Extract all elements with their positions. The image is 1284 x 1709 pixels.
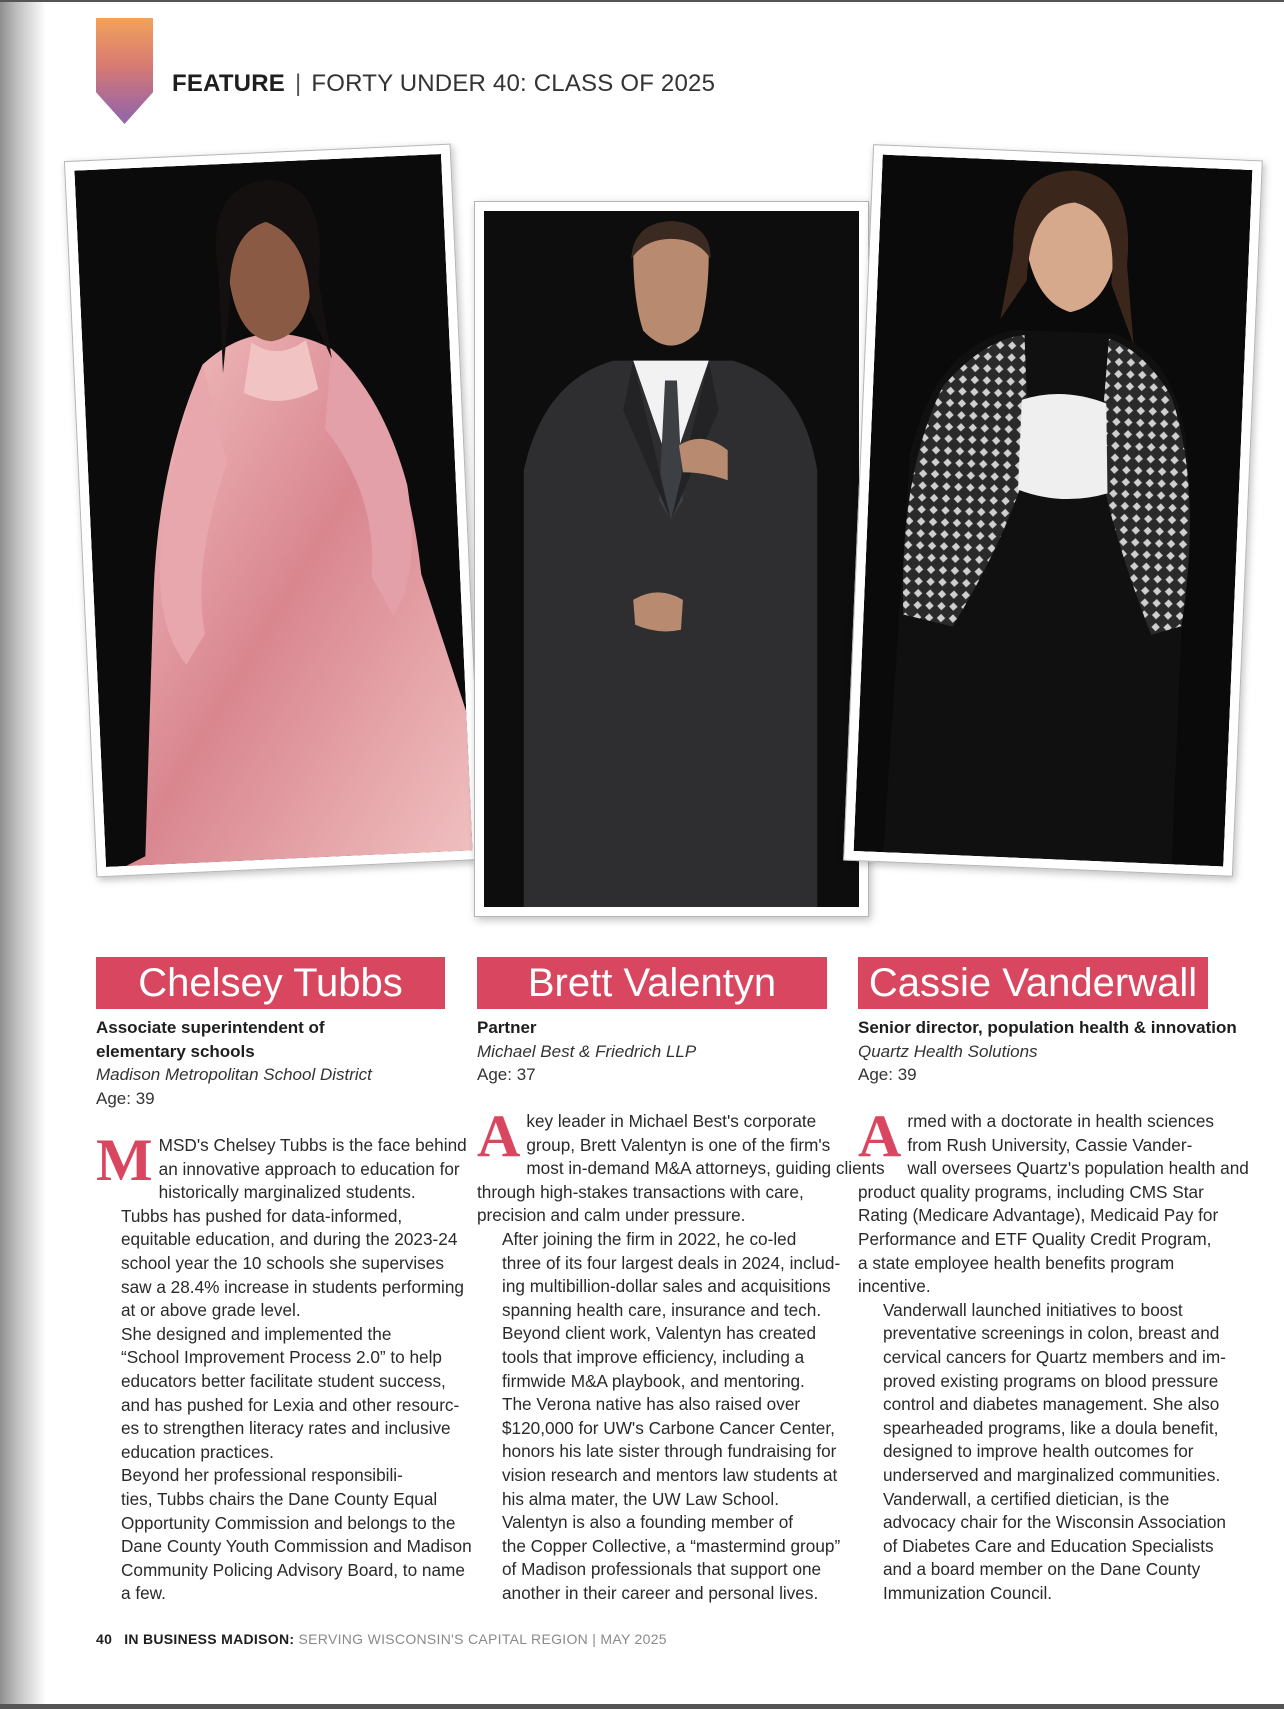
text-line: another in their career and personal lives.: [502, 1582, 819, 1603]
text-line: control and diabetes management. She also: [883, 1394, 1220, 1415]
text-line: of Diabetes Care and Education Specialists: [883, 1535, 1214, 1556]
text-line: a few.: [121, 1583, 166, 1604]
text-line: cervical cancers for Quartz members and im-: [883, 1346, 1226, 1367]
organization: Michael Best & Friedrich LLP: [477, 1041, 697, 1061]
article-body-chelsey-tubbs: [96, 1127, 472, 1606]
publication-name: IN BUSINESS MADISON:: [124, 1631, 295, 1647]
text-line: es to strengthen literacy rates and inclusive: [121, 1418, 451, 1439]
text-line: Valentyn is also a founding member of: [502, 1512, 794, 1533]
text-line: firmwide M&A playbook, and mentoring.: [502, 1370, 805, 1391]
age: Age: 39: [96, 1088, 155, 1108]
text-line: most in-demand M&A attorneys, guiding clients: [526, 1158, 885, 1179]
text-line: three of its four largest deals in 2024, includ-: [502, 1252, 841, 1273]
text-line: ties, Tubbs chairs the Dane County Equal: [121, 1488, 438, 1509]
job-title: Associate superintendent of: [96, 1018, 325, 1037]
article-paragraph: [96, 1464, 472, 1606]
text-line: product quality programs, including CMS Star: [858, 1181, 1204, 1202]
article-paragraph: [858, 1103, 1249, 1299]
text-line: vision research and mentors law students at: [502, 1464, 838, 1485]
age: Age: 37: [477, 1065, 536, 1084]
text-line: saw a 28.4% increase in students performing: [121, 1276, 464, 1297]
text-line: spanning health care, insurance and tech.: [502, 1299, 822, 1320]
portrait-illustration: [854, 155, 1253, 867]
article-paragraph: [858, 1488, 1226, 1606]
text-line: key leader in Michael Best's corporate: [526, 1111, 817, 1131]
article-paragraph: [96, 1323, 460, 1465]
article-paragraph: [477, 1393, 838, 1511]
header-separator: |: [294, 70, 302, 97]
text-line: Immunization Council.: [883, 1582, 1053, 1603]
text-line: ing multibillion-dollar sales and acquisitions: [502, 1276, 831, 1297]
text-line: advocacy chair for the Wisconsin Association: [883, 1512, 1226, 1533]
drop-cap: M: [96, 1127, 153, 1193]
article-body-cassie-vanderwall: [858, 1103, 1249, 1605]
article-paragraph: [477, 1511, 841, 1605]
portrait-photo-brett-valentyn: [474, 201, 869, 917]
text-line: historically marginalized students.: [158, 1182, 416, 1203]
text-line: educators better facilitate student success,: [121, 1370, 446, 1391]
text-line: spearheaded programs, like a doula benefit,: [883, 1417, 1219, 1438]
text-line: preventative screenings in colon, breast and: [883, 1323, 1220, 1344]
text-line: education practices.: [121, 1441, 274, 1462]
text-line: underserved and marginalized communities.: [883, 1464, 1221, 1485]
text-line: Opportunity Commission and belongs to the: [121, 1512, 456, 1533]
article-paragraph: [96, 1127, 467, 1205]
honoree-details-cassie-vanderwall: [858, 1016, 1237, 1087]
honoree-details-chelsey-tubbs: [96, 1016, 445, 1110]
text-line: incentive.: [858, 1276, 931, 1297]
text-line: a state employee health benefits program: [858, 1252, 1175, 1273]
section-header: [172, 70, 715, 98]
text-line: at or above grade level.: [121, 1300, 301, 1321]
job-title: Partner: [477, 1018, 537, 1037]
text-line: Community Policing Advisory Board, to name: [121, 1559, 465, 1580]
section-tab-ribbon: [96, 18, 153, 124]
text-line: MSD's Chelsey Tubbs is the face behind: [158, 1135, 467, 1155]
text-line: equitable education, and during the 2023-24: [121, 1229, 458, 1250]
article-body-brett-valentyn: [477, 1103, 885, 1605]
text-line: through high-stakes transactions with care,: [477, 1181, 804, 1202]
text-line: an innovative approach to education for: [158, 1158, 460, 1179]
series-title: FORTY UNDER 40: CLASS OF 2025: [311, 70, 716, 97]
article-paragraph: [858, 1299, 1226, 1488]
text-line: and a board member on the Dane County: [883, 1559, 1201, 1580]
honoree-details-brett-valentyn: [477, 1016, 827, 1087]
text-line: After joining the firm in 2022, he co-led: [502, 1228, 797, 1249]
text-line: Vanderwall launched initiatives to boost: [883, 1299, 1183, 1320]
text-line: Vanderwall, a certified dietician, is the: [883, 1488, 1170, 1509]
job-title: elementary schools: [96, 1041, 255, 1061]
name-banner-chelsey-tubbs: Chelsey Tubbs: [96, 957, 445, 1009]
portrait-photo-cassie-vanderwall: [843, 144, 1263, 877]
page-gutter-shadow: [0, 0, 46, 1709]
text-line: from Rush University, Cassie Vander-: [907, 1134, 1193, 1155]
text-line: Beyond her professional responsibili-: [121, 1465, 403, 1486]
text-line: Dane County Youth Commission and Madison: [121, 1536, 472, 1557]
text-line: wall oversees Quartz's population health and: [907, 1158, 1249, 1179]
text-line: precision and calm under pressure.: [477, 1205, 746, 1226]
text-line: honors his late sister through fundraising for: [502, 1441, 837, 1462]
name-banner-brett-valentyn: Brett Valentyn: [477, 957, 827, 1009]
text-line: tools that improve efficiency, including a: [502, 1346, 805, 1367]
article-paragraph: [477, 1228, 841, 1393]
portrait-illustration: [74, 154, 472, 867]
age: Age: 39: [858, 1065, 917, 1084]
portrait-illustration: [484, 211, 859, 907]
text-line: of Madison professionals that support one: [502, 1559, 822, 1580]
organization: Quartz Health Solutions: [858, 1041, 1038, 1061]
text-line: his alma mater, the UW Law School.: [502, 1488, 780, 1509]
section-label: FEATURE: [172, 70, 285, 97]
text-line: rmed with a doctorate in health sciences: [907, 1111, 1215, 1131]
page-footer: [96, 1631, 667, 1647]
article-paragraph: [477, 1103, 885, 1228]
text-line: Performance and ETF Quality Credit Program,: [858, 1228, 1212, 1249]
text-line: She designed and implemented the: [121, 1323, 392, 1344]
organization: Madison Metropolitan School District: [96, 1065, 372, 1084]
text-line: group, Brett Valentyn is one of the firm's: [526, 1134, 831, 1155]
page-number: 40: [96, 1631, 113, 1647]
text-line: designed to improve health outcomes for: [883, 1441, 1194, 1462]
bottom-border: [0, 1704, 1284, 1709]
publication-tagline: SERVING WISCONSIN'S CAPITAL REGION | MAY 2025: [298, 1631, 667, 1647]
text-line: the Copper Collective, a “mastermind group”: [502, 1535, 841, 1556]
text-line: Tubbs has pushed for data-informed,: [121, 1205, 403, 1226]
name-banner-cassie-vanderwall: Cassie Vanderwall: [858, 957, 1208, 1009]
drop-cap: A: [858, 1103, 902, 1169]
text-line: The Verona native has also raised over: [502, 1394, 801, 1415]
text-line: proved existing programs on blood pressure: [883, 1370, 1219, 1391]
text-line: “School Improvement Process 2.0” to help: [121, 1347, 442, 1368]
text-line: $120,000 for UW's Carbone Cancer Center,: [502, 1417, 835, 1438]
drop-cap: A: [477, 1103, 521, 1169]
text-line: school year the 10 schools she supervises: [121, 1252, 444, 1273]
text-line: Beyond client work, Valentyn has created: [502, 1323, 817, 1344]
text-line: and has pushed for Lexia and other resourc-: [121, 1394, 460, 1415]
text-line: Rating (Medicare Advantage), Medicaid Pay for: [858, 1205, 1219, 1226]
job-title: Senior director, population health & innovation: [858, 1018, 1237, 1037]
article-paragraph: [96, 1205, 464, 1323]
top-border: [0, 0, 1284, 2]
portrait-photo-chelsey-tubbs: [64, 144, 483, 878]
